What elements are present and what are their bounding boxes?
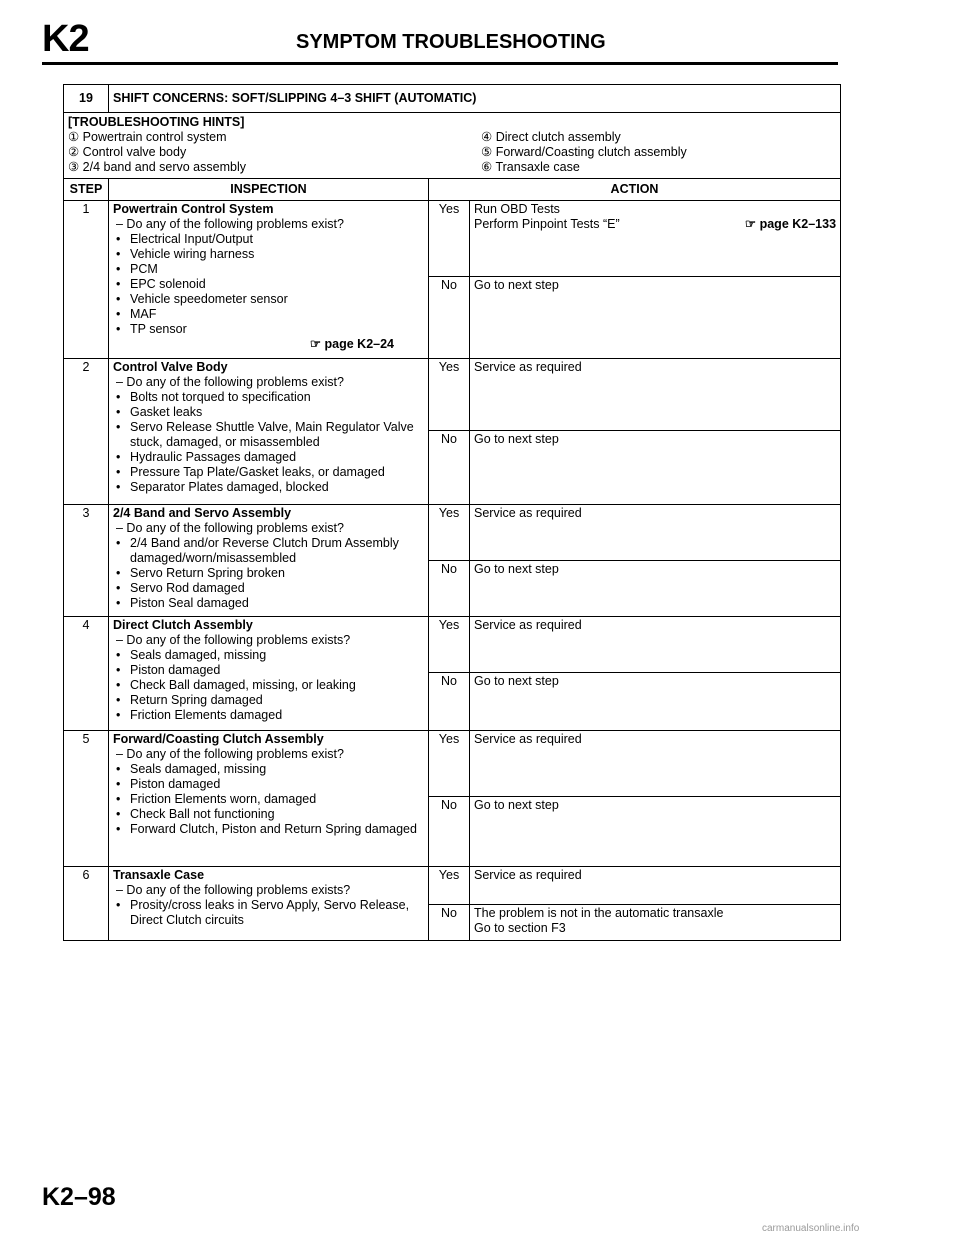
step-title: Powertrain Control System [113, 202, 274, 216]
no-action [470, 905, 841, 941]
hints-row [64, 113, 841, 179]
no-label: No [429, 561, 470, 617]
step-inspection [109, 505, 429, 617]
yes-action [470, 617, 841, 673]
list-item: • PCM [113, 262, 424, 277]
step-inspection [109, 201, 429, 359]
step-number: 3 [64, 505, 109, 617]
step-question: – Do any of the following problems exists? [116, 883, 351, 897]
hints-left [68, 130, 423, 175]
reference-hand-icon: ☞ [309, 337, 322, 351]
step-items [113, 536, 424, 611]
step-inspection [109, 867, 429, 941]
hint-item: ③ 2/4 band and servo assembly [68, 160, 246, 174]
no-label: No [429, 431, 470, 505]
no-label: No [429, 905, 470, 941]
action-text: Service as required [474, 732, 582, 746]
list-item: • 2/4 Band and/or Reverse Clutch Drum Assembly damaged/worn/misassembled [113, 536, 424, 566]
step-items [113, 762, 424, 837]
no-action [470, 431, 841, 505]
step-number: 5 [64, 731, 109, 867]
col-action-header: ACTION [429, 179, 841, 201]
list-item: • Check Ball damaged, missing, or leaking [113, 678, 424, 693]
action-text: Service as required [474, 360, 582, 374]
page-title: SYMPTOM TROUBLESHOOTING [296, 31, 606, 53]
yes-label: Yes [429, 617, 470, 673]
page-reference [745, 217, 836, 232]
hint-item: ⑥ Transaxle case [481, 160, 580, 174]
page-number: K2–98 [42, 1183, 116, 1211]
list-item: • Servo Rod damaged [113, 581, 424, 596]
step-number: 1 [64, 201, 109, 359]
action-text: Service as required [474, 506, 582, 520]
hint-item: ① Powertrain control system [68, 130, 227, 144]
list-item: • Servo Release Shuttle Valve, Main Regulator Valve stuck, damaged, or misassembled [113, 420, 424, 450]
step-inspection [109, 731, 429, 867]
step-row-yes [64, 201, 841, 277]
step-title: Direct Clutch Assembly [113, 618, 253, 632]
step-number: 6 [64, 867, 109, 941]
step-question: – Do any of the following problems exist? [116, 375, 344, 389]
hint-item: ② Control valve body [68, 145, 187, 159]
list-item: • Gasket leaks [113, 405, 424, 420]
no-label: No [429, 277, 470, 359]
hint-item: ⑤ Forward/Coasting clutch assembly [481, 145, 687, 159]
watermark: carmanualsonline.info [762, 1223, 860, 1234]
list-item: • Bolts not torqued to specification [113, 390, 424, 405]
list-item: • Pressure Tap Plate/Gasket leaks, or damaged [113, 465, 424, 480]
table-title-row [64, 85, 841, 113]
step-items [113, 390, 424, 495]
yes-action [470, 201, 841, 277]
header-rule [42, 62, 838, 65]
step-number: 4 [64, 617, 109, 731]
step-row-yes [64, 359, 841, 431]
action-text: Go to next step [474, 278, 559, 292]
hints-right [423, 130, 836, 175]
col-step-header: STEP [64, 179, 109, 201]
step-items [113, 232, 424, 337]
table-title: SHIFT CONCERNS: SOFT/SLIPPING 4–3 SHIFT (AUTOMATIC) [109, 85, 841, 113]
col-inspection-header: INSPECTION [109, 179, 429, 201]
table-body [64, 85, 841, 941]
yes-action [470, 359, 841, 431]
step-items [113, 648, 424, 723]
step-row-yes [64, 867, 841, 905]
no-action [470, 277, 841, 359]
no-label: No [429, 797, 470, 867]
list-item: • Friction Elements damaged [113, 708, 424, 723]
step-question: – Do any of the following problems exists? [116, 633, 351, 647]
list-item: • Piston damaged [113, 663, 424, 678]
yes-label: Yes [429, 505, 470, 561]
no-action [470, 797, 841, 867]
list-item: • Prosity/cross leaks in Servo Apply, Servo Release, Direct Clutch circuits [113, 898, 424, 928]
list-item: • Check Ball not functioning [113, 807, 424, 822]
page-reference [113, 337, 424, 352]
step-title: Transaxle Case [113, 868, 205, 882]
troubleshooting-hints [64, 113, 841, 179]
step-title: Control Valve Body [113, 360, 228, 374]
step-question: – Do any of the following problems exist? [116, 521, 344, 535]
list-item: • Servo Return Spring broken [113, 566, 424, 581]
list-item: • TP sensor [113, 322, 424, 337]
list-item: • Separator Plates damaged, blocked [113, 480, 424, 495]
yes-action [470, 505, 841, 561]
list-item: • Seals damaged, missing [113, 648, 424, 663]
step-row-yes [64, 731, 841, 797]
action-text: Go to next step [474, 674, 559, 688]
step-question: – Do any of the following problems exist? [116, 747, 344, 761]
list-item: • Friction Elements worn, damaged [113, 792, 424, 807]
list-item: • Electrical Input/Output [113, 232, 424, 247]
step-items [113, 898, 424, 928]
step-title: 2/4 Band and Servo Assembly [113, 506, 292, 520]
action-text: Run OBD Tests [474, 202, 560, 216]
list-item: • Forward Clutch, Piston and Return Spring damaged [113, 822, 424, 837]
step-title: Forward/Coasting Clutch Assembly [113, 732, 324, 746]
action-text: Go to section F3 [474, 921, 566, 935]
action-text: The problem is not in the automatic transaxle [474, 906, 724, 920]
list-item: • Piston damaged [113, 777, 424, 792]
no-label: No [429, 673, 470, 731]
table-number: 19 [64, 85, 109, 113]
yes-action [470, 731, 841, 797]
yes-action [470, 867, 841, 905]
action-text: Service as required [474, 868, 582, 882]
step-inspection [109, 359, 429, 505]
step-row-yes [64, 617, 841, 673]
list-item: • EPC solenoid [113, 277, 424, 292]
list-item: • MAF [113, 307, 424, 322]
list-item: • Hydraulic Passages damaged [113, 450, 424, 465]
action-text: Perform Pinpoint Tests “E” [474, 217, 620, 231]
list-item: • Seals damaged, missing [113, 762, 424, 777]
list-item: • Return Spring damaged [113, 693, 424, 708]
step-number: 2 [64, 359, 109, 505]
reference-hand-icon: ☞ [744, 217, 757, 231]
list-item: • Vehicle wiring harness [113, 247, 424, 262]
step-row-yes [64, 505, 841, 561]
yes-label: Yes [429, 201, 470, 277]
section-code: K2 [42, 18, 89, 60]
step-question: – Do any of the following problems exist? [116, 217, 344, 231]
action-text: Go to next step [474, 432, 559, 446]
action-text: Go to next step [474, 798, 559, 812]
reference-text: page K2–24 [324, 337, 394, 351]
action-line [474, 217, 836, 232]
yes-label: Yes [429, 359, 470, 431]
no-action [470, 673, 841, 731]
reference-text: page K2–133 [759, 217, 837, 231]
yes-label: Yes [429, 867, 470, 905]
action-text: Go to next step [474, 562, 559, 576]
no-action [470, 561, 841, 617]
column-header-row [64, 179, 841, 201]
yes-label: Yes [429, 731, 470, 797]
step-inspection [109, 617, 429, 731]
list-item: • Vehicle speedometer sensor [113, 292, 424, 307]
list-item: • Piston Seal damaged [113, 596, 424, 611]
hint-item: ④ Direct clutch assembly [481, 130, 621, 144]
hints-title: [TROUBLESHOOTING HINTS] [68, 115, 245, 129]
troubleshooting-table [63, 84, 841, 941]
action-text: Service as required [474, 618, 582, 632]
